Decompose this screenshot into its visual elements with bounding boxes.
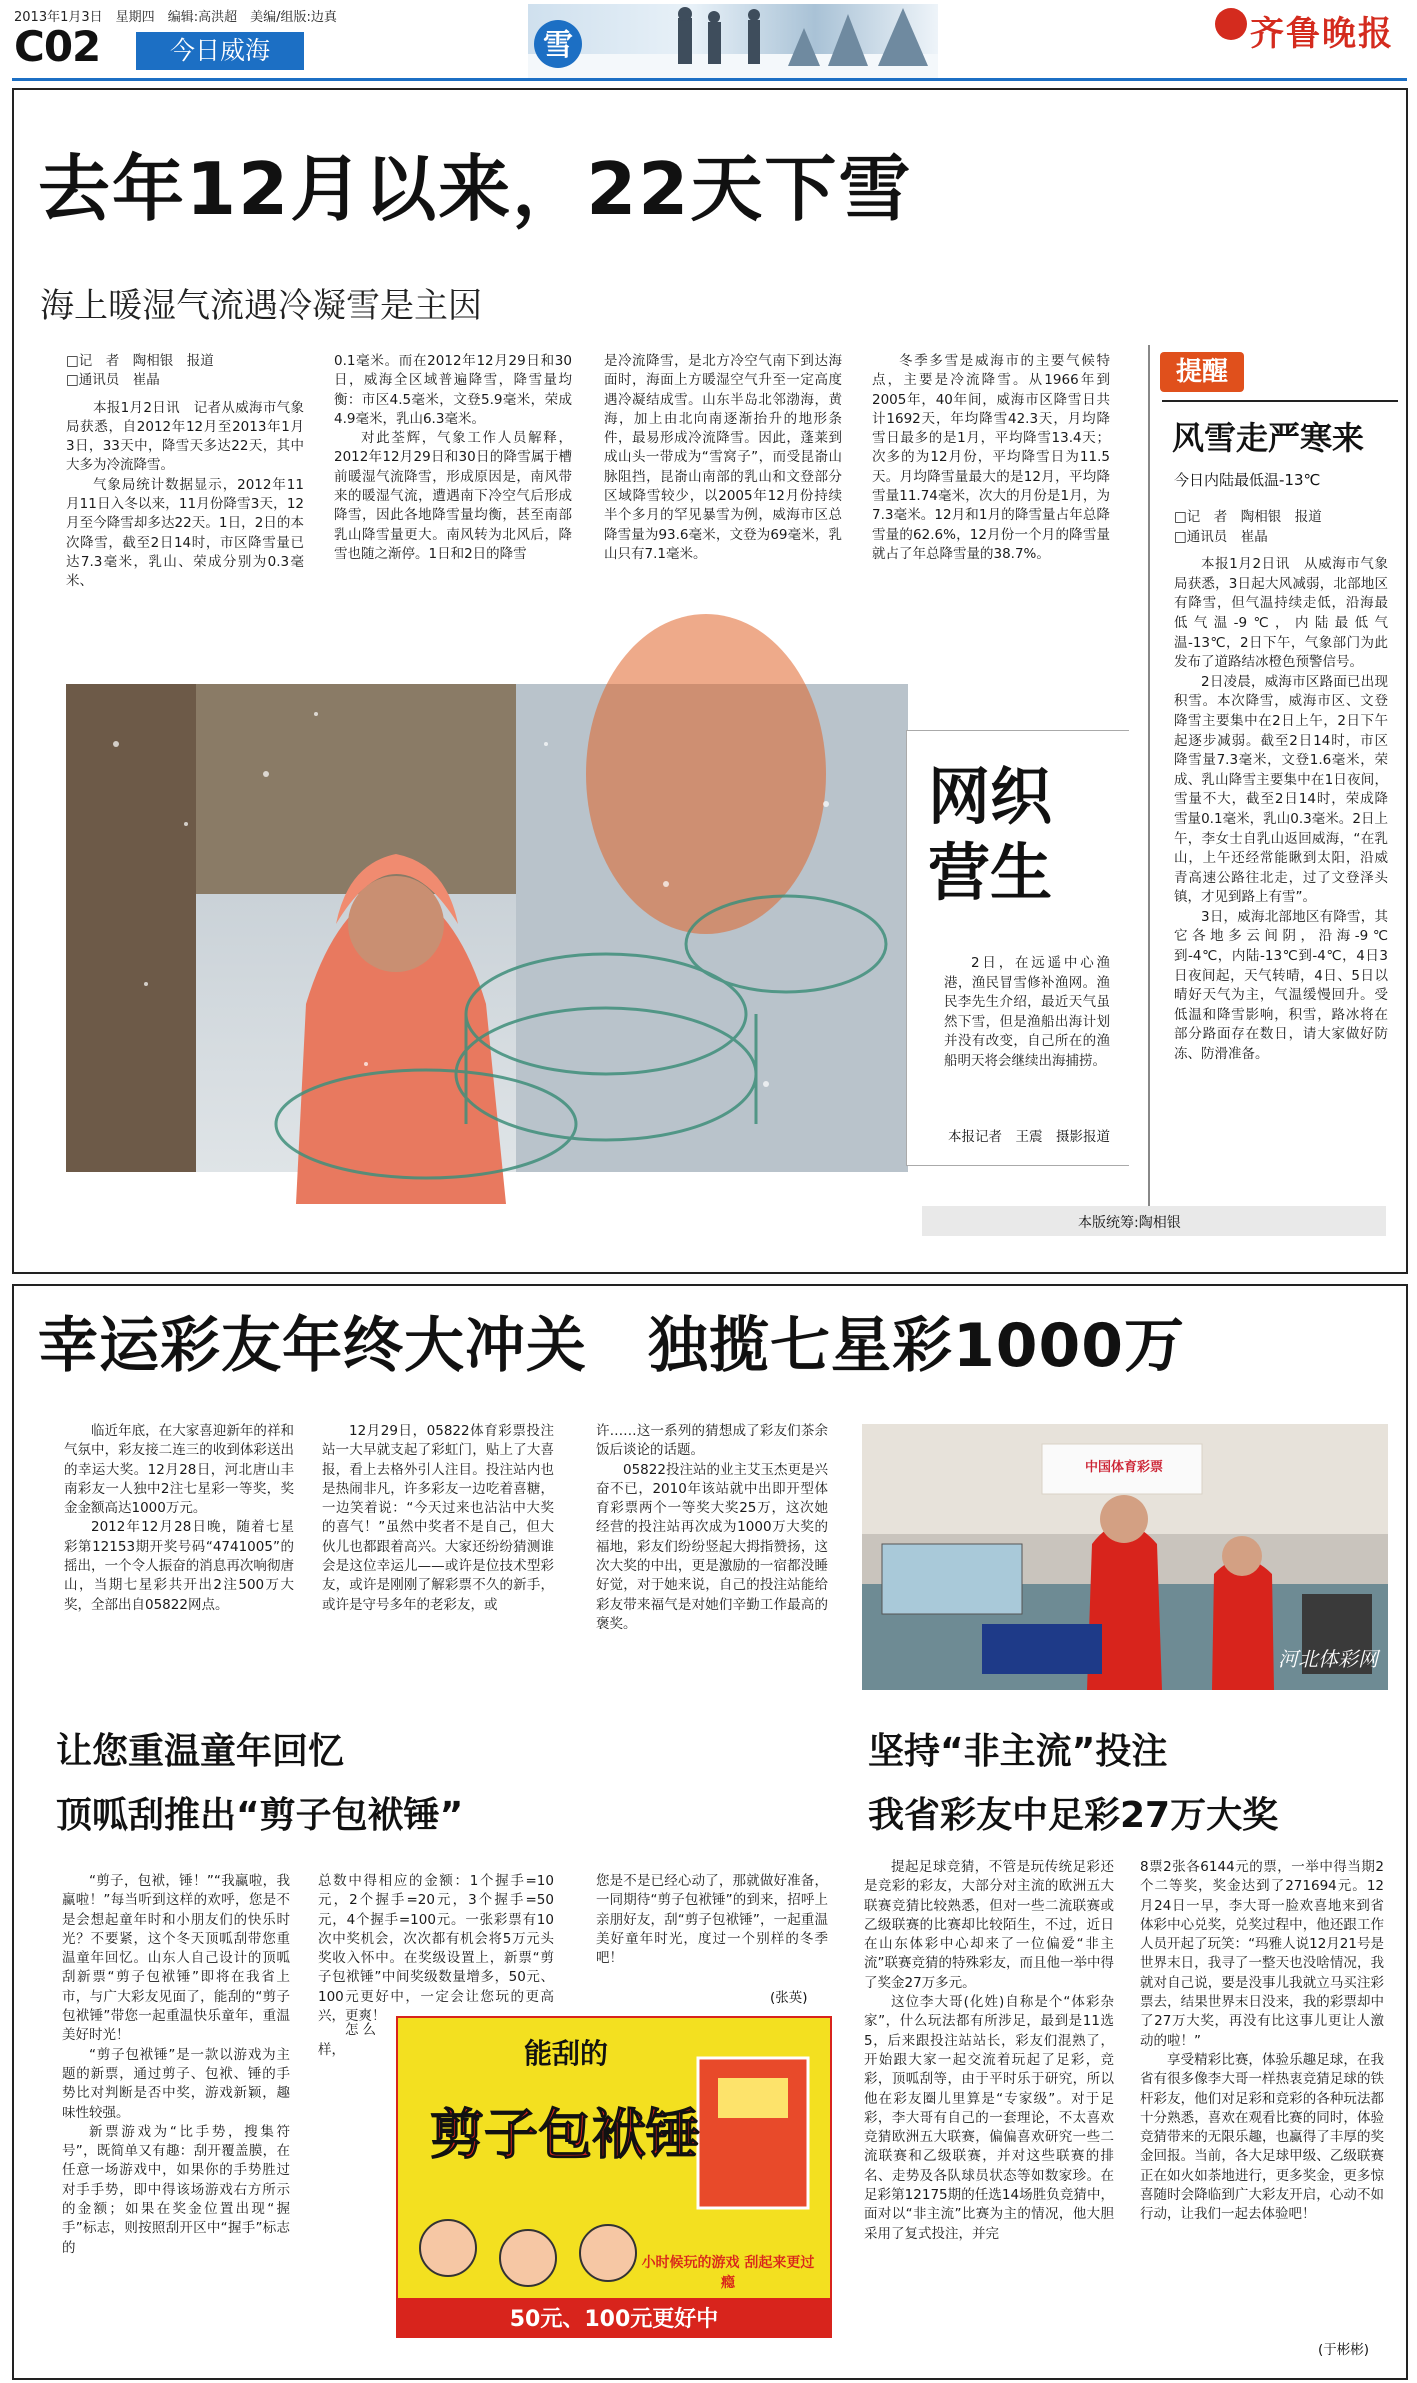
ad-brand: 剪子包袱锤 — [430, 2103, 700, 2166]
photo-title-line2: 营生 — [928, 836, 1053, 909]
ad-tagline: 小时候玩的游戏 刮起来更过瘾 — [641, 2255, 815, 2291]
ad-prize: 50元、100元更好中 — [509, 2307, 719, 2332]
banner-image — [528, 4, 938, 78]
header-rule — [12, 78, 1407, 81]
paragraph: 2012年12月28日晚，随着七星彩第12153期开奖号码“4741005”的摇出，一个令人振奋的消息再次响彻唐山，当期七星彩共开出2注500万大奖，全部出自05822网点。 — [64, 1519, 294, 1613]
lottery-col2 — [322, 1422, 554, 1692]
byline: □记 者 陶相银 报道 — [66, 353, 214, 369]
scratch-col2-narrow — [318, 2002, 376, 2352]
scratch-headline1: 让您重温童年回忆 — [56, 1731, 345, 1772]
banner-snow-scene — [528, 4, 938, 78]
photo-title-line1: 网织 — [928, 760, 1053, 833]
caption-text: 2日，在远遥中心渔港，渔民冒雪修补渔网。渔民李先生介绍，最近天气虽然下雪，但是渔船出海计划并没有改变，自己所在的渔船明天将会继续出海捕捞。 — [944, 955, 1110, 1069]
scratch-author: (张英) — [770, 1990, 808, 2006]
scratch-col1 — [62, 1872, 290, 2352]
ad-title: 能刮的 — [524, 2037, 609, 2070]
banner-title: 雪 — [543, 28, 573, 63]
paragraph: 提起足球竞猜，不管是玩传统足彩还是竞彩的彩友，大部分对主流的欧洲五大联赛竞猜比较熟悉，但对一些二流联赛或乙级联赛的比赛却比较陌生，不过，近日在山东体彩中心却来了一位偏爱“非主流”联赛竞猜的特殊彩友，而且他一举中得了奖金27万多元。 — [864, 1859, 1114, 1991]
paragraph: “剪子，包袱，锤！”“我赢啦，我赢啦！”每当听到这样的欢呼，您是不是会想起童年时和小朋友们的快乐时光？不要紧，这个冬天顶呱刮带您重温童年回忆。山东人自己设计的顶呱刮新票“剪子包袱锤”即将在我省上市，与广大彩友见面了，能刮的“剪子包袱锤”带您一起重温快乐童年，重温美好时光！ — [62, 1873, 290, 2044]
paragraph: 这位李大哥(化姓)自称是个“体彩杂家”，什么玩法都有所涉足，最到是11选5，后来跟投注站站长，彩友们混熟了，开始跟大家一起交流着玩起了足彩，竞彩，顶呱刮等，由于平时乐于研究，所以他在彩友圈儿里算是“专家级”。对于足彩，李大哥有自己的一套理论，不太喜欢竞猜欧洲五大联赛，偏偏喜欢研究一些二流联赛和乙级联赛，并对这些联赛的排名、走势及各队球员状态等如数家珍。在足彩第12175期的任选14场胜负竞猜中，面对以“非主流”比赛为主的情况，他大胆采用了复式投注，并完 — [864, 1994, 1114, 2242]
paragraph: 本报1月2日讯 记者从威海市气象局获悉，自2012年12月至2013年1月3日，33天中，降雪天多达22天，其中大多为冷流降雪。 — [66, 399, 304, 474]
paragraph: 本报1月2日讯 从威海市气象局获悉，3日起大风减弱，北部地区有降雪，但气温持续走低，沿海最低气温-9℃，内陆最低气温-13℃，2日下午，气象部门为此发布了道路结冰橙色预警信号。 — [1174, 556, 1388, 671]
scratch-col2-top — [318, 1872, 554, 2025]
photo-credit: 本报记者 王震 摄影报道 — [948, 1129, 1110, 1145]
paragraph: 冬季多雪是威海市的主要气候特点，主要是冷流降雪。从1966年到2005年，40年间，威海市区降雪日共计1692天，年均降雪42.3天，月均降雪日最多的是1月，平均降雪13.4天；次多的为12月份，平均降雪日为11.5天。月均降雪量最大的是12月，平均降雪量11.74毫米，次大的月份是1月，为7.3毫米。12月和1月的降雪量占年总降雪量的62.6%，12月份一个月的降雪量就占了年总降雪量的38.7%。 — [872, 353, 1110, 562]
scratch-headline2: 顶呱刮推出“剪子包袱锤” — [56, 1795, 464, 1836]
story1-col4 — [872, 352, 1110, 694]
sidebar-tag: 提醒 — [1160, 352, 1244, 392]
football-col2 — [1140, 1858, 1384, 2328]
sidebar-headline: 风雪走严寒来 — [1172, 419, 1365, 457]
masthead-logo-icon — [1215, 8, 1247, 40]
paragraph: 临近年底，在大家喜迎新年的祥和气氛中，彩友接二连三的收到体彩送出的幸运大奖。12月28日，河北唐山丰南彩友一人独中2注七星彩一等奖，奖金金额高达1000万元。 — [64, 1423, 294, 1517]
sidebar-rule — [1148, 345, 1150, 1215]
paragraph: 是冷流降雪，是北方冷空气南下到达海面时，海面上方暖湿空气升至一定高度遇冷凝结成雪。山东半岛北邻渤海，黄海，加上由北向南逐渐抬升的地形条件，最易形成冷流降雪。因此，蓬莱到成山头一带成为“雪窝子”，而受昆嵛山脉阻挡，昆嵛山南部的乳山和文登部分区域降雪较少，以2005年12月份持续半个多月的罕见暴雪为例，威海市区总降雪量为93.6毫米，文登为69毫米，乳山只有7.1毫米。 — [604, 353, 842, 562]
paragraph: 2日凌晨，威海市区路面已出现积雪。本次降雪，威海市区、文登降雪主要集中在2日上午，2日下午起逐步减弱。截至2日14时，市区降雪量7.3毫米，文登1.6毫米，荣成、乳山降雪主要集中在1日夜间，雪量不大，截至2日14时，荣成降雪量0.1毫米，乳山0.3毫米。2日上午，李女士自乳山返回威海，“在乳山，上午还经常能瞅到太阳，沿威青高速公路往北走，过了文登泽头镇，才见到路上有雪”。 — [1174, 673, 1388, 906]
photo-caption — [944, 954, 1110, 1130]
football-col1 — [864, 1858, 1114, 2364]
scratch-ad — [396, 2016, 832, 2338]
scratch-col3 — [596, 1872, 828, 1982]
masthead: 齐鲁晚报 — [1250, 14, 1394, 54]
shop-sign: 中国体育彩票 — [1084, 1460, 1163, 1475]
paragraph: 许……这一系列的猜想成了彩友们茶余饭后谈论的话题。 — [596, 1423, 828, 1459]
lottery-col1 — [64, 1422, 294, 1692]
paragraph: 享受精彩比赛，体验乐趣足球，在我省有很多像李大哥一样热衷竞猜足球的铁杆彩友，他们对足彩和竞彩的各种玩法都十分熟悉，喜欢在观看比赛的同时，体验竞猜带来的无限乐趣，也赢得了丰厚的奖金回报。当前，各大足球甲级、乙级联赛正在如火如荼地进行，更多奖金，更多惊喜随时会降临到广大彩友开启，心动不如行动，让我们一起去体验吧！ — [1140, 2051, 1384, 2223]
football-headline1: 坚持“非主流”投注 — [868, 1731, 1168, 1772]
section-tab: 今日威海 — [136, 32, 304, 70]
paragraph: 气象局统计数据显示，2012年11月11日入冬以来，11月份降雪3天，12月至今降雪却多达22天。1日，2日的本次降雪，截至2日14时，市区降雪量已达7.3毫米，乳山、荣成分别为0.3毫米、 — [66, 476, 304, 590]
story1-col2 — [334, 352, 572, 694]
fisherman-photo-art — [66, 684, 908, 1172]
paragraph: 新票游戏为“比手势，搜集符号”，既简单又有趣：刮开覆盖膜，在任意一场游戏中，如果你的手势胜过对手手势，即中得该场游戏右方所示的金额；如果在奖金位置出现“握手”标志，则按照刮开区中“握手”标志的 — [62, 2123, 290, 2256]
sidebar-subhead: 今日内陆最低温-13℃ — [1174, 471, 1321, 489]
photo-watermark: 河北体彩网 — [1278, 1647, 1378, 1671]
football-author: (于彬彬) — [1318, 2342, 1370, 2358]
lottery-headline: 幸运彩友年终大冲关 独揽七星彩1000万 — [38, 1311, 1185, 1381]
lottery-col3 — [596, 1422, 828, 1692]
date-line: 2013年1月3日 星期四 编辑:高洪超 美编/组版:边真 — [14, 10, 337, 25]
byline: □通讯员 崔晶 — [66, 372, 160, 389]
byline: □通讯员 崔晶 — [1174, 528, 1268, 545]
paragraph: 3日，威海北部地区有降雪，其它各地多云间阴，沿海-9℃到-4℃，内陆-13℃到-4℃，4日3日夜间起，天气转晴，4日、5日以晴好天气为主，气温缓慢回升。受低温和降雪影响，积雪，路冰将在部分路面存在数日，请大家做好防冻、防滑准备。 — [1174, 908, 1388, 1063]
page-number: C02 — [14, 22, 101, 71]
lottery-shop-photo — [862, 1424, 1388, 1690]
edition-credit: 本版统筹:陶相银 — [1078, 1215, 1181, 1231]
sidebar-rule-top — [1162, 400, 1398, 402]
story1-headline: 去年12月以来，22天下雪 — [38, 147, 913, 231]
paragraph: 总数中得相应的金额：1个握手=10元，2个握手=20元，3个握手=50元，4个握手=100元。一张彩票有10次中奖机会，次次都有机会将5万元头奖收入怀中。在奖级设置上，新票“剪子包袱锤”中间奖级数量增多，50元、100元更好中，一定会让您玩的更高兴，更爽！ — [318, 1873, 554, 2025]
paragraph: 12月29日，05822体育彩票投注站一大早就支起了彩虹门，贴上了大喜报，看上去格外引人注目。投注站内也是热闹非凡，许多彩友一边吃着喜糖，一边笑着说：“今天过来也沾沾中大奖的喜气！”虽然中奖者不是自己，但大伙儿也都跟着高兴。大家还纷纷猜测谁会是这位幸运儿——或许是位技术型彩友，或许是刚刚了解彩票不久的新手，或许是守号多年的老彩友，或 — [322, 1423, 554, 1613]
sidebar-body — [1174, 508, 1388, 1248]
paragraph: 0.1毫米。而在2012年12月29日和30日，威海全区域普遍降雪，降雪量均衡：市区4.5毫米，文登5.9毫米，荣成4.9毫米，乳山6.3毫米。 — [334, 353, 572, 427]
fisherman-photo — [66, 684, 908, 1172]
paragraph: “剪子包袱锤”是一款以游戏为主题的新票，通过剪子、包袱、锤的手势比对判断是否中奖，游戏新颖，趣味性较强。 — [62, 2046, 290, 2121]
paragraph: 8票2张各6144元的票，一举中得当期2个二等奖，奖金达到了271694元。12月24日一早，李大哥一脸欢喜地来到省体彩中心兑奖，兑奖过程中，他还跟工作人员开起了玩笑：“玛雅人说12月21号是世界末日，我寻了一整天也没啥情况，我就对自己说，要是没事儿我就立马买注彩票去，结果世界末日没来，我的彩票却中了27万大奖，再没有比这事儿更让人激动的啦！” — [1140, 1859, 1384, 2049]
story1-subhead: 海上暖湿气流遇冷凝雪是主因 — [40, 286, 482, 326]
paragraph: 怎么样， — [318, 2022, 376, 2058]
football-headline2: 我省彩友中足彩27万大奖 — [868, 1795, 1279, 1836]
story1-col1 — [66, 352, 304, 694]
paragraph: 您是不是已经心动了，那就做好准备，一同期待“剪子包袱锤”的到来，招呼上亲朋好友，刮“剪子包袱锤”，一起重温美好童年时光，度过一个别样的冬季吧！ — [596, 1873, 828, 1967]
paragraph: 05822投注站的业主艾玉杰更是兴奋不已，2010年该站就中出即开型体育彩票两个一等奖大奖25万，这次她经营的投注站再次成为1000万大奖的福地，彩友们纷纷竖起大拇指赞扬，这次大奖的中出，更是激励的一宿都没睡好觉，对于她来说，自己的投注站能给彩友带来福气是对她们辛勤工作最高的褒奖。 — [596, 1461, 828, 1632]
byline: □记 者 陶相银 报道 — [1174, 509, 1322, 525]
paragraph: 对此荃辉，气象工作人员解释，2012年12月29日和30日的降雪属于槽前暖湿气流降雪，形成原因是，南风带来的暖湿气流，遭遇南下冷空气后形成降雪，因此各地降雪量均衡，甚至南部乳山降雪量更大。南风转为北风后，降雪也随之渐停。1日和2日的降雪 — [334, 430, 572, 562]
